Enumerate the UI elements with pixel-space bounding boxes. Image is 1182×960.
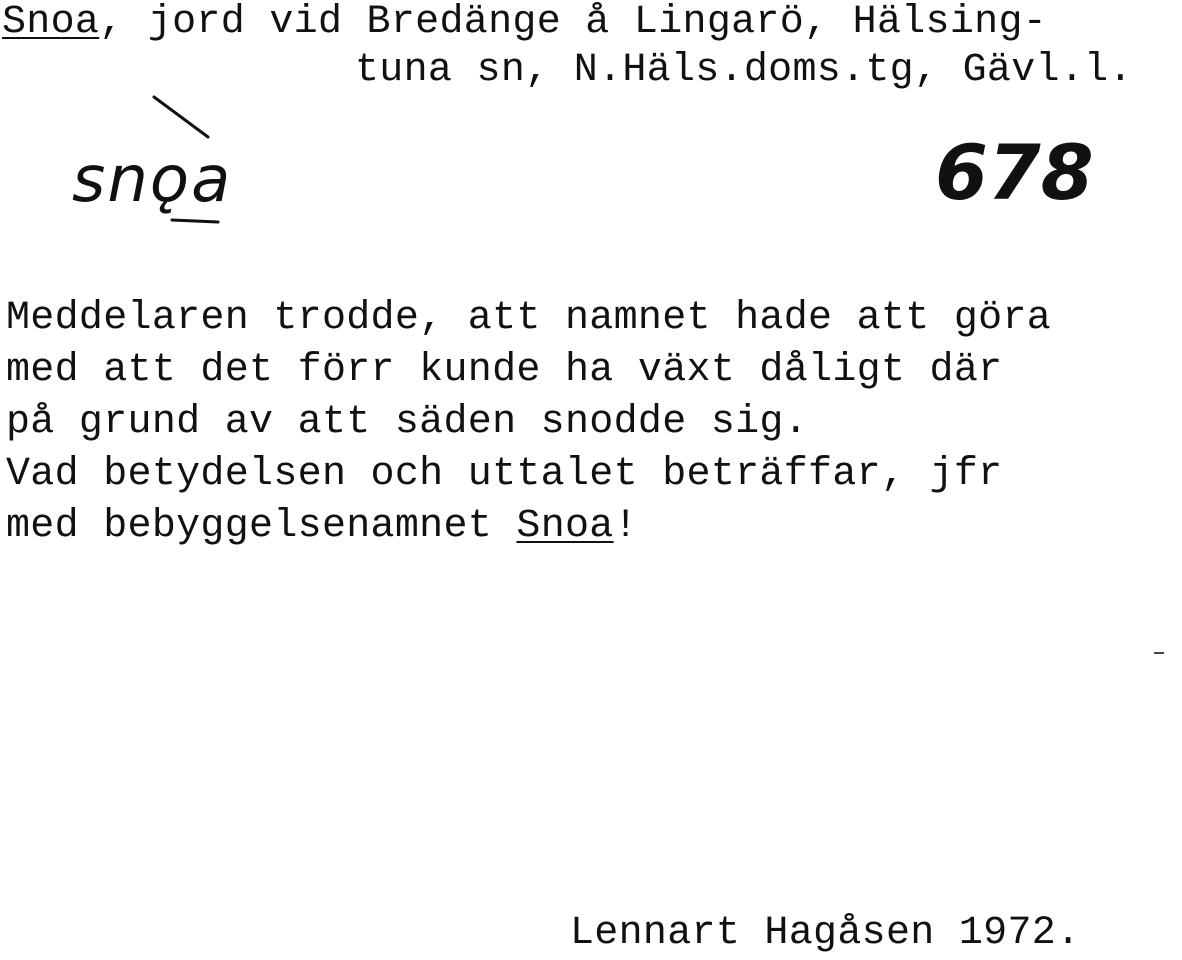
handwritten-number: 678 [935,128,1094,217]
body-line: Meddelaren trodde, att namnet hade att göra [6,296,1052,341]
stress-mark [154,97,208,137]
body-line: med att det förr kunde ha växt dåligt där [6,348,1003,393]
body-line: på grund av att säden snodde sig. [6,400,809,445]
vowel-underline [172,220,218,222]
header-line-2: tuna sn, N.Häls.doms.tg, Gävl.l. [355,48,1133,93]
body-line-5-suffix: ! [613,504,638,549]
handwritten-pronunciation [72,140,232,220]
card-body [6,293,1051,553]
scan-speck [1154,652,1164,654]
header-line-1-rest: , jord vid Bredänge å Lingarö, Hälsing- [99,0,1048,45]
pronunciation-vowel: ǫ [149,143,192,217]
place-name-reference: Snoa [516,504,614,549]
body-line [6,501,1051,553]
headword: Snoa [2,0,100,45]
pronunciation-end: a [191,143,233,217]
signature: Lennart Hagåsen 1972. [570,911,1081,956]
body-line: Vad betydelsen och uttalet beträffar, jfr [6,452,1003,497]
pronunciation-start: sn [72,143,150,217]
body-line-5-prefix: med bebyggelsenamnet [6,504,517,549]
